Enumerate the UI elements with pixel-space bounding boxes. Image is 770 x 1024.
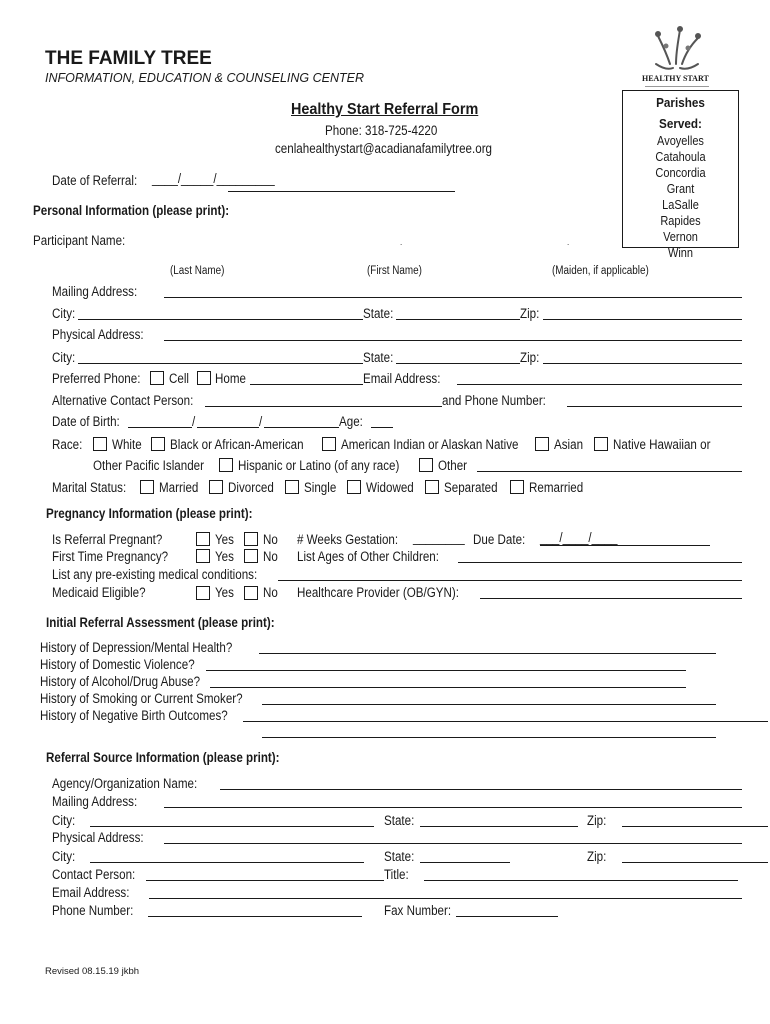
referral-heading: Referral Source Information (please print): bbox=[46, 750, 280, 765]
org-subtitle: INFORMATION, EDUCATION & COUNSELING CENTER bbox=[45, 71, 365, 85]
ref-state-field-2[interactable] bbox=[420, 862, 510, 863]
city-field-2[interactable] bbox=[78, 363, 363, 364]
zip-label: Zip: bbox=[520, 306, 540, 321]
personal-heading: Personal Information (please print): bbox=[33, 203, 230, 218]
fax-label: Fax Number: bbox=[384, 903, 452, 918]
medicaid-no-label: No bbox=[263, 585, 278, 600]
race-white-checkbox[interactable] bbox=[93, 437, 107, 451]
race-hispanic-checkbox[interactable] bbox=[219, 458, 233, 472]
race-asian-label: Asian bbox=[554, 437, 584, 452]
home-checkbox[interactable] bbox=[197, 371, 211, 385]
ref-email-field[interactable] bbox=[149, 898, 742, 899]
ref-mailing-field[interactable] bbox=[164, 807, 742, 808]
smoking-label: History of Smoking or Current Smoker? bbox=[40, 691, 243, 706]
remarried-label: Remarried bbox=[529, 480, 584, 495]
race-black-label: Black or African-American bbox=[170, 437, 304, 452]
state-label: State: bbox=[363, 306, 394, 321]
cell-checkbox[interactable] bbox=[150, 371, 164, 385]
separated-label: Separated bbox=[444, 480, 498, 495]
ref-state-label: State: bbox=[384, 813, 415, 828]
preferred-phone-label: Preferred Phone: bbox=[52, 371, 141, 386]
city-label: City: bbox=[52, 306, 76, 321]
due-date-line bbox=[540, 545, 710, 546]
is-pregnant-no-checkbox[interactable] bbox=[244, 532, 258, 546]
is-pregnant-label: Is Referral Pregnant? bbox=[52, 532, 163, 547]
domestic-label: History of Domestic Violence? bbox=[40, 657, 195, 672]
physical-address-field[interactable] bbox=[164, 340, 742, 341]
married-label: Married bbox=[159, 480, 199, 495]
alt-phone-field[interactable] bbox=[567, 406, 742, 407]
divorced-checkbox[interactable] bbox=[209, 480, 223, 494]
ref-zip-label-2: Zip: bbox=[587, 849, 607, 864]
parishes-heading-1: Parishes bbox=[656, 95, 705, 110]
ref-zip-field[interactable] bbox=[622, 826, 768, 827]
pregnancy-heading: Pregnancy Information (please print): bbox=[46, 506, 253, 521]
medicaid-yes-label: Yes bbox=[215, 585, 234, 600]
race-other-label: Other bbox=[438, 458, 468, 473]
agency-field[interactable] bbox=[220, 789, 742, 790]
race-native-label: American Indian or Alaskan Native bbox=[341, 437, 519, 452]
race-hispanic-label: Hispanic or Latino (of any race) bbox=[238, 458, 400, 473]
married-checkbox[interactable] bbox=[140, 480, 154, 494]
state-field[interactable] bbox=[396, 319, 520, 320]
race-pacific-label: Other Pacific Islander bbox=[93, 458, 204, 473]
ref-city-field-2[interactable] bbox=[90, 862, 364, 863]
mailing-address-label: Mailing Address: bbox=[52, 284, 138, 299]
assessment-heading: Initial Referral Assessment (please print): bbox=[46, 615, 275, 630]
participant-name-dot-2: . bbox=[567, 238, 570, 247]
provider-field[interactable] bbox=[480, 598, 742, 599]
alcohol-label: History of Alcohol/Drug Abuse? bbox=[40, 674, 201, 689]
parish-item: Winn bbox=[667, 246, 694, 260]
race-asian-checkbox[interactable] bbox=[535, 437, 549, 451]
race-hawaiian-checkbox[interactable] bbox=[594, 437, 608, 451]
single-checkbox[interactable] bbox=[285, 480, 299, 494]
single-label: Single bbox=[304, 480, 337, 495]
ref-email-label: Email Address: bbox=[52, 885, 130, 900]
due-date-field[interactable]: ___/____/____ bbox=[540, 530, 618, 545]
date-of-referral-line bbox=[228, 191, 455, 192]
other-children-field[interactable] bbox=[458, 562, 742, 563]
contact-person-field[interactable] bbox=[146, 880, 384, 881]
separated-checkbox[interactable] bbox=[425, 480, 439, 494]
due-date-label: Due Date: bbox=[473, 532, 526, 547]
ref-physical-label: Physical Address: bbox=[52, 830, 144, 845]
first-name-hint: (First Name) bbox=[367, 265, 422, 277]
first-time-yes-label: Yes bbox=[215, 549, 234, 564]
birth-outcomes-field-2[interactable] bbox=[262, 737, 716, 738]
zip-field[interactable] bbox=[543, 319, 742, 320]
ref-state-label-2: State: bbox=[384, 849, 415, 864]
parish-item: Grant bbox=[666, 182, 695, 196]
race-native-checkbox[interactable] bbox=[322, 437, 336, 451]
ref-phone-label: Phone Number: bbox=[52, 903, 134, 918]
conditions-label: List any pre-existing medical conditions: bbox=[52, 567, 258, 582]
race-black-checkbox[interactable] bbox=[151, 437, 165, 451]
city-label-2: City: bbox=[52, 350, 76, 365]
medicaid-label: Medicaid Eligible? bbox=[52, 585, 146, 600]
participant-name-dot-1: . bbox=[400, 238, 403, 247]
home-phone-field[interactable] bbox=[250, 384, 363, 385]
dob-year-field[interactable] bbox=[264, 427, 339, 428]
email-address-field[interactable] bbox=[457, 384, 742, 385]
age-field[interactable] bbox=[371, 427, 393, 428]
widowed-checkbox[interactable] bbox=[347, 480, 361, 494]
alt-contact-label: Alternative Contact Person: bbox=[52, 393, 194, 408]
medicaid-no-checkbox[interactable] bbox=[244, 586, 258, 600]
parish-item: LaSalle bbox=[662, 198, 699, 212]
ref-city-label-2: City: bbox=[52, 849, 76, 864]
is-pregnant-yes-checkbox[interactable] bbox=[196, 532, 210, 546]
mailing-address-field[interactable] bbox=[164, 297, 742, 298]
form-phone: Phone: 318-725-4220 bbox=[325, 123, 438, 138]
race-other-checkbox[interactable] bbox=[419, 458, 433, 472]
depression-field[interactable] bbox=[259, 653, 716, 654]
provider-label: Healthcare Provider (OB/GYN): bbox=[297, 585, 459, 600]
parish-item: Rapides bbox=[660, 214, 701, 228]
domestic-field[interactable] bbox=[206, 670, 686, 671]
parish-item: Avoyelles bbox=[657, 134, 704, 148]
weeks-gestation-label: # Weeks Gestation: bbox=[297, 532, 399, 547]
logo-underline bbox=[645, 86, 709, 87]
ref-city-label: City: bbox=[52, 813, 76, 828]
first-time-no-checkbox[interactable] bbox=[244, 549, 258, 563]
dob-month-field[interactable] bbox=[128, 427, 192, 428]
is-pregnant-no-label: No bbox=[263, 532, 278, 547]
form-title: Healthy Start Referral Form bbox=[291, 101, 479, 118]
first-time-label: First Time Pregnancy? bbox=[52, 549, 169, 564]
contact-person-label: Contact Person: bbox=[52, 867, 136, 882]
form-email: cenlahealthystart@acadianafamilytree.org bbox=[275, 141, 493, 156]
dob-day-field[interactable] bbox=[197, 427, 259, 428]
marital-label: Marital Status: bbox=[52, 480, 127, 495]
widowed-label: Widowed bbox=[366, 480, 414, 495]
revised-note: Revised 08.15.19 jkbh bbox=[45, 966, 140, 977]
title-label: Title: bbox=[384, 867, 409, 882]
logo-text: HEALTHY START bbox=[642, 74, 709, 83]
other-children-label: List Ages of Other Children: bbox=[297, 549, 439, 564]
ref-mailing-label: Mailing Address: bbox=[52, 794, 138, 809]
city-field[interactable] bbox=[78, 319, 363, 320]
first-time-yes-checkbox[interactable] bbox=[196, 549, 210, 563]
zip-field-2[interactable] bbox=[543, 363, 742, 364]
age-label: Age: bbox=[339, 414, 363, 429]
physical-address-label: Physical Address: bbox=[52, 327, 144, 342]
divorced-label: Divorced bbox=[228, 480, 274, 495]
ref-physical-field[interactable] bbox=[164, 843, 742, 844]
ref-state-field[interactable] bbox=[420, 826, 578, 827]
state-field-2[interactable] bbox=[396, 363, 520, 364]
parishes-heading-2: Served: bbox=[659, 116, 702, 131]
agency-label: Agency/Organization Name: bbox=[52, 776, 198, 791]
cell-label: Cell bbox=[169, 371, 190, 386]
medicaid-yes-checkbox[interactable] bbox=[196, 586, 210, 600]
depression-label: History of Depression/Mental Health? bbox=[40, 640, 233, 655]
dob-slash-2: / bbox=[259, 414, 263, 429]
race-label: Race: bbox=[52, 437, 83, 452]
first-time-no-label: No bbox=[263, 549, 278, 564]
maiden-name-hint: (Maiden, if applicable) bbox=[552, 265, 649, 277]
conditions-field[interactable] bbox=[278, 580, 742, 581]
parish-item: Vernon bbox=[663, 230, 698, 244]
dob-slash-1: / bbox=[192, 414, 196, 429]
parishes-box bbox=[622, 90, 739, 260]
race-hawaiian-label: Native Hawaiian or bbox=[613, 437, 711, 452]
participant-name-label: Participant Name: bbox=[33, 233, 126, 248]
org-title: THE FAMILY TREE bbox=[45, 48, 212, 69]
race-other-field[interactable] bbox=[477, 471, 742, 472]
state-label-2: State: bbox=[363, 350, 394, 365]
ref-phone-field[interactable] bbox=[148, 916, 362, 917]
is-pregnant-yes-label: Yes bbox=[215, 532, 234, 547]
title-field[interactable] bbox=[424, 880, 738, 881]
ref-zip-label: Zip: bbox=[587, 813, 607, 828]
birth-outcomes-field[interactable] bbox=[243, 721, 768, 722]
email-address-label: Email Address: bbox=[363, 371, 441, 386]
and-phone-label: and Phone Number: bbox=[442, 393, 546, 408]
alt-contact-field[interactable] bbox=[205, 406, 442, 407]
ref-city-field[interactable] bbox=[90, 826, 374, 827]
birth-outcomes-label: History of Negative Birth Outcomes? bbox=[40, 708, 228, 723]
dob-label: Date of Birth: bbox=[52, 414, 120, 429]
zip-label-2: Zip: bbox=[520, 350, 540, 365]
weeks-gestation-field[interactable]: ________ bbox=[413, 530, 465, 545]
last-name-hint: (Last Name) bbox=[170, 265, 225, 277]
date-of-referral-field[interactable]: ____/_____/_________ bbox=[152, 171, 275, 186]
ref-zip-field-2[interactable] bbox=[622, 862, 768, 863]
smoking-field[interactable] bbox=[262, 704, 716, 705]
home-label: Home bbox=[215, 371, 246, 386]
parish-item: Catahoula bbox=[655, 150, 706, 164]
parish-item: Concordia bbox=[655, 166, 706, 180]
fax-field[interactable] bbox=[456, 916, 558, 917]
race-white-label: White bbox=[112, 437, 142, 452]
remarried-checkbox[interactable] bbox=[510, 480, 524, 494]
date-of-referral-label: Date of Referral: bbox=[52, 173, 138, 188]
alcohol-field[interactable] bbox=[210, 687, 686, 688]
